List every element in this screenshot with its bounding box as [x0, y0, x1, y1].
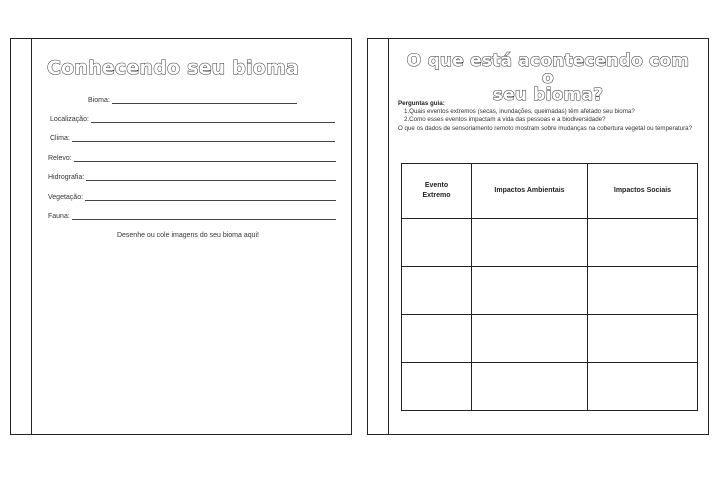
field-relevo[interactable]	[48, 152, 336, 162]
field-clima[interactable]	[50, 132, 335, 142]
table-cell[interactable]	[588, 219, 698, 267]
title-line-1: O que está acontecendo com o	[406, 51, 690, 88]
question-item: 2.Como esses eventos impactam a vida das pessoas e a biodiversidade?	[404, 116, 606, 124]
table-cell[interactable]	[588, 363, 698, 411]
table-cell[interactable]	[472, 219, 588, 267]
question-extra: O que os dados de sensoriamento remoto mostram sobre mudanças na cobertura vegetal ou temperatura?	[398, 124, 693, 132]
table-row	[402, 219, 698, 267]
field-line	[86, 173, 336, 181]
right-worksheet-page	[367, 38, 709, 435]
field-line	[74, 154, 336, 162]
field-label: Bioma:	[88, 97, 110, 104]
table-header-row	[402, 164, 698, 219]
page-title	[398, 53, 698, 104]
table-row	[402, 315, 698, 363]
field-label: Fauna:	[48, 213, 70, 220]
header-evento-extremo	[402, 164, 472, 219]
table-cell[interactable]	[588, 267, 698, 315]
table-row	[402, 363, 698, 411]
header-impactos-sociais: Impactos Sociais	[588, 164, 698, 219]
field-label: Vegetação:	[48, 194, 84, 201]
drawing-instruction: Desenhe ou cole imagens do seu bioma aqui!	[116, 232, 260, 239]
field-line	[112, 96, 297, 104]
questions-heading: Perguntas guia:	[398, 100, 445, 107]
field-label: Localização:	[50, 116, 89, 123]
table-cell[interactable]	[402, 315, 472, 363]
guide-questions	[398, 100, 698, 133]
page-spine	[388, 39, 389, 434]
table-cell[interactable]	[402, 267, 472, 315]
impact-table	[401, 163, 698, 411]
field-vegetacao[interactable]	[48, 191, 336, 201]
field-line	[85, 193, 336, 201]
field-line	[72, 212, 336, 220]
table-row	[402, 267, 698, 315]
left-worksheet-page	[10, 38, 352, 435]
title-line-2: seu bioma?	[492, 85, 604, 105]
header-label: Evento Extremo	[422, 182, 451, 199]
field-line	[91, 115, 335, 123]
table-cell[interactable]	[402, 219, 472, 267]
header-impactos-ambientais: Impactos Ambientais	[472, 164, 588, 219]
field-fauna[interactable]	[48, 210, 336, 220]
field-bioma[interactable]	[88, 94, 297, 104]
field-hidrografia[interactable]	[48, 171, 336, 181]
field-label: Hidrografia:	[48, 174, 85, 181]
page-title: Conhecendo seu bioma	[47, 57, 300, 79]
table-cell[interactable]	[402, 363, 472, 411]
field-label: Clima:	[50, 135, 70, 142]
table-cell[interactable]	[472, 363, 588, 411]
field-localizacao[interactable]	[50, 113, 335, 123]
table-cell[interactable]	[472, 315, 588, 363]
field-line	[72, 134, 335, 142]
field-label: Relevo:	[48, 155, 72, 162]
question-item: 1.Quais eventos extremos (secas, inundações, queimadas) têm afetado seu bioma?	[404, 108, 635, 116]
table-cell[interactable]	[472, 267, 588, 315]
table-cell[interactable]	[588, 315, 698, 363]
